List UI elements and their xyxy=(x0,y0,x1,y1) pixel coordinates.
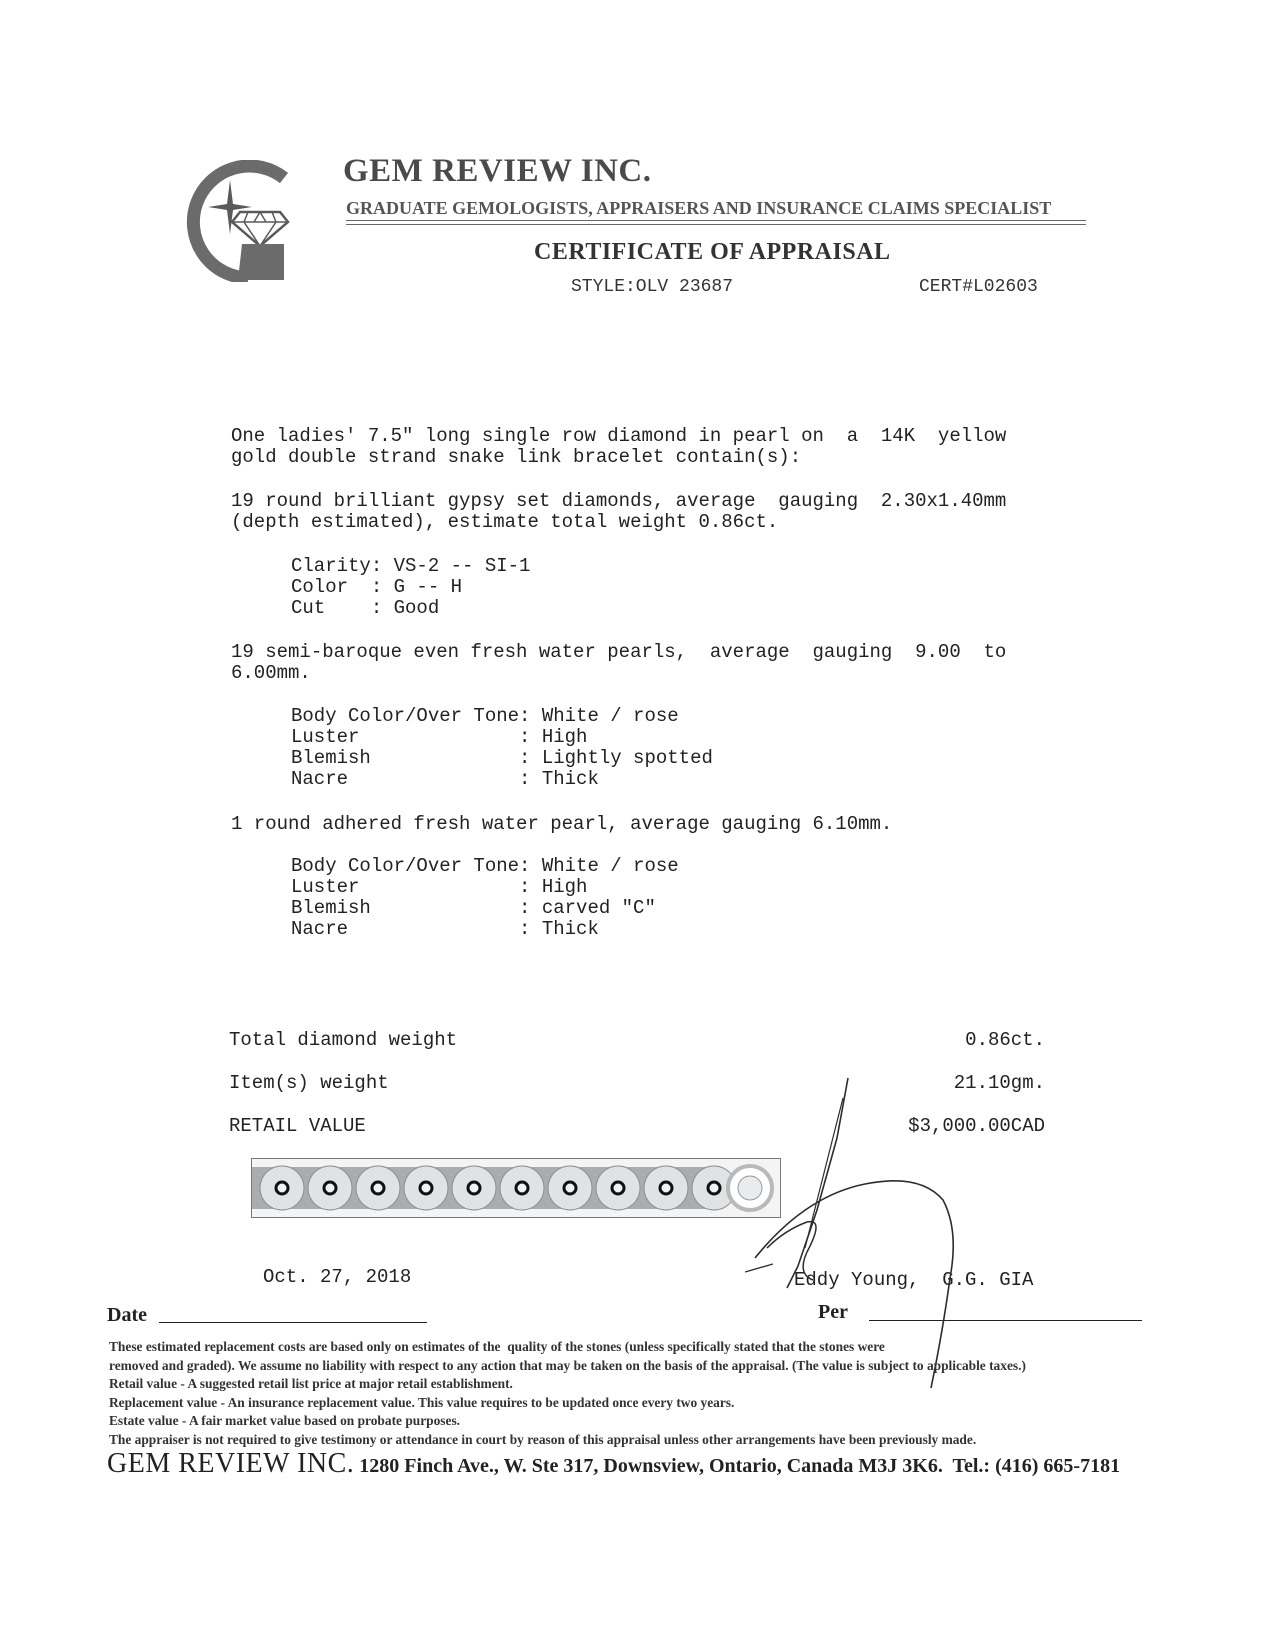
bracelet-diamond xyxy=(516,1182,528,1194)
footer-company-name: GEM REVIEW INC. xyxy=(107,1448,355,1479)
spec-line: Blemish : Lightly spotted xyxy=(291,747,713,769)
spec-line: Color : G -- H xyxy=(291,576,463,598)
description-line: gold double strand snake link bracelet contain(s): xyxy=(231,446,802,468)
bracelet-diamond xyxy=(468,1182,480,1194)
bracelet-diamond xyxy=(276,1182,288,1194)
footer-address: 1280 Finch Ave., W. Ste 317, Downsview, Ontario, Canada M3J 3K6. Tel.: (416) 665-7181 xyxy=(354,1455,1121,1477)
item-weight-label: Item(s) weight xyxy=(229,1072,389,1094)
diamond-specs xyxy=(291,556,530,619)
disclaimer-line: Estate value - A fair market value based on probate purposes. xyxy=(109,1413,461,1428)
disclaimer-line: These estimated replacement costs are based only on estimates of the quality of the stones (unless specifically stated that the stones were xyxy=(109,1339,885,1354)
spec-line: Body Color/Over Tone: White / rose xyxy=(291,855,679,877)
disclaimer-text xyxy=(109,1338,1026,1449)
header-rule-lower xyxy=(346,224,1086,225)
bracelet-diamond xyxy=(660,1182,672,1194)
company-tagline: GRADUATE GEMOLOGISTS, APPRAISERS AND INSURANCE CLAIMS SPECIALIST xyxy=(346,198,1052,218)
header-rule xyxy=(346,220,1086,221)
spec-line: Luster : High xyxy=(291,726,588,748)
certificate-title: CERTIFICATE OF APPRAISAL xyxy=(534,239,891,265)
spec-line: Luster : High xyxy=(291,876,588,898)
bracelet-diamond xyxy=(564,1182,576,1194)
round-pearl-description: 1 round adhered fresh water pearl, average gauging 6.10mm. xyxy=(231,813,893,835)
retail-value-amount: $3,000.00CAD xyxy=(908,1115,1045,1137)
disclaimer-line: Replacement value - An insurance replacement value. This value requires to be updated once every two years. xyxy=(109,1394,735,1410)
spec-line: Body Color/Over Tone: White / rose xyxy=(291,705,679,727)
description-line: 19 semi-baroque even fresh water pearls, average gauging 9.00 to xyxy=(231,641,1007,663)
bracelet-diamond xyxy=(420,1182,432,1194)
bracelet-photo xyxy=(251,1158,781,1218)
description-line: One ladies' 7.5" long single row diamond in pearl on a 14K yellow xyxy=(231,425,1007,447)
disclaimer-line: Retail value - A suggested retail list price at major retail establishment. xyxy=(109,1376,513,1391)
per-label: Per xyxy=(818,1301,848,1323)
item-description xyxy=(231,426,1006,468)
bracelet-diamond xyxy=(612,1182,624,1194)
date-label: Date xyxy=(107,1304,147,1326)
pearl-description xyxy=(231,642,1006,684)
appraisal-date: Oct. 27, 2018 xyxy=(263,1266,412,1288)
retail-value-label: RETAIL VALUE xyxy=(229,1115,366,1137)
bracelet-diamond xyxy=(708,1182,720,1194)
spec-line: Nacre : Thick xyxy=(291,918,599,940)
spec-line: Cut : Good xyxy=(291,597,440,619)
round-pearl-specs xyxy=(291,856,679,940)
disclaimer-line: removed and graded). We assume no liability with respect to any action that may be taken on the basis of the appraisal. (The value is subject to applicable taxes.) xyxy=(109,1357,1026,1373)
company-logo xyxy=(176,160,296,282)
spec-line: Nacre : Thick xyxy=(291,768,599,790)
description-line: 6.00mm. xyxy=(231,662,311,684)
total-diamond-weight-label: Total diamond weight xyxy=(229,1029,458,1051)
description-line: 19 round brilliant gypsy set diamonds, average gauging 2.30x1.40mm xyxy=(231,490,1007,512)
footer-contact xyxy=(107,1448,1120,1480)
disclaimer-line: The appraiser is not required to give testimony or attendance in court by reason of this appraisal unless other arrangements have been previously made. xyxy=(109,1431,977,1447)
certificate-number: CERT#L02603 xyxy=(919,277,1038,297)
spec-line: Blemish : carved "C" xyxy=(291,897,656,919)
diamond-description xyxy=(231,491,1006,533)
description-line: (depth estimated), estimate total weight 0.86ct. xyxy=(231,511,779,533)
pearl-specs xyxy=(291,706,713,790)
style-number: STYLE:OLV 23687 xyxy=(571,277,734,297)
bracelet-diamond xyxy=(372,1182,384,1194)
total-diamond-weight-value: 0.86ct. xyxy=(965,1029,1045,1051)
date-signature-line xyxy=(159,1322,427,1323)
spec-line: Clarity: VS-2 -- SI-1 xyxy=(291,555,531,577)
company-name: GEM REVIEW INC. xyxy=(343,153,652,189)
bracelet-diamond xyxy=(324,1182,336,1194)
appraiser-name: Eddy Young, G.G. GIA xyxy=(794,1269,1034,1291)
item-weight-value: 21.10gm. xyxy=(953,1072,1045,1094)
